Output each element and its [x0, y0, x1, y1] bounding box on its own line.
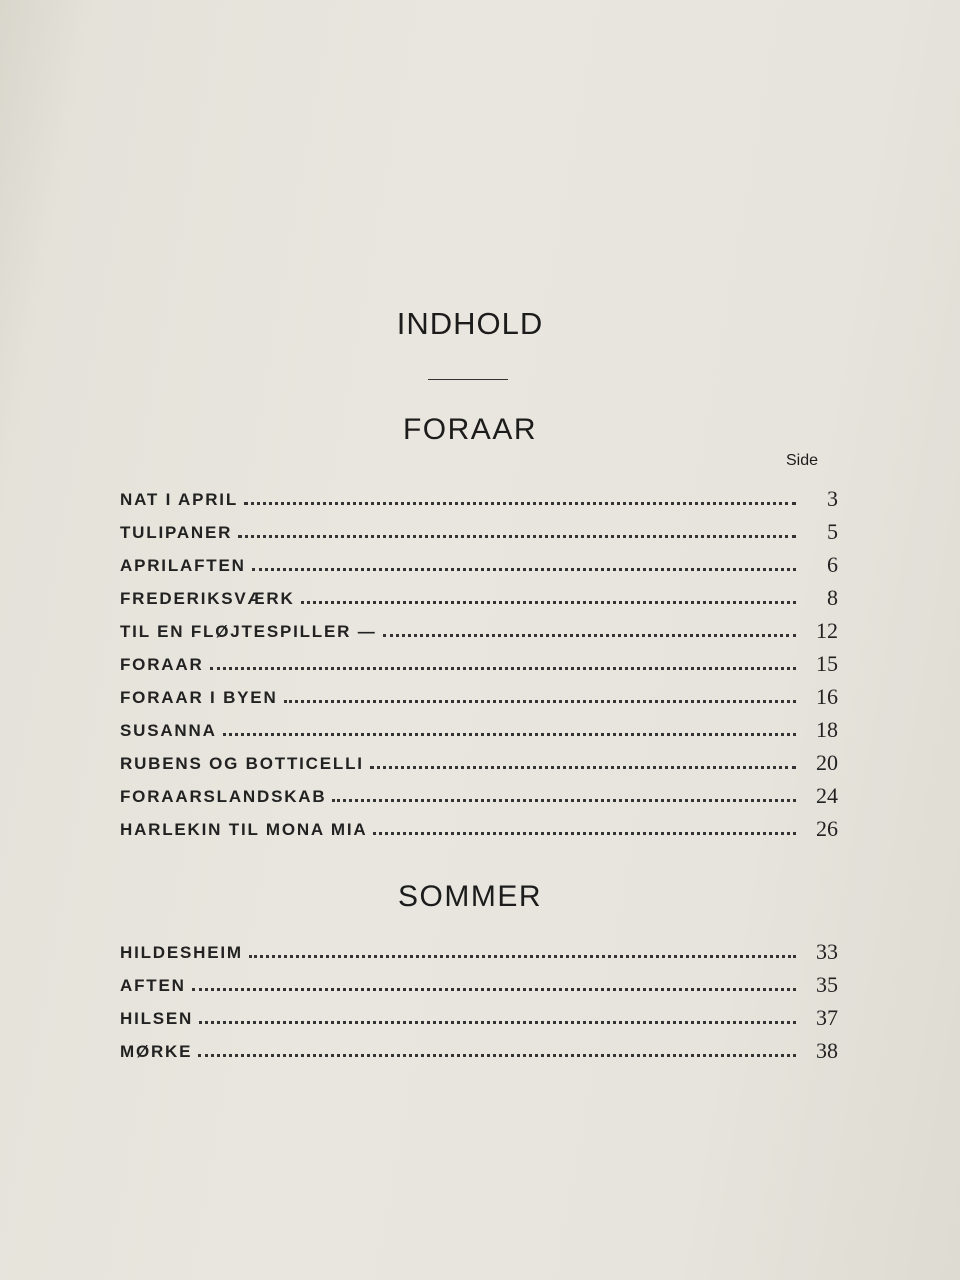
- toc-entry-title: RUBENS OG BOTTICELLI: [120, 754, 364, 773]
- toc-row: [120, 543, 838, 576]
- toc-page-number: 3: [827, 486, 838, 511]
- toc-page-number: 20: [816, 750, 838, 775]
- toc-entry-title: FORAAR I BYEN: [120, 688, 278, 707]
- toc-page-number: 35: [816, 972, 838, 997]
- toc-row: [120, 477, 838, 510]
- toc-row: [120, 807, 838, 840]
- dot-leader: [249, 955, 796, 958]
- dot-leader: [223, 733, 796, 736]
- toc-entry-title: FORAARSLANDSKAB: [120, 787, 327, 806]
- page-column-label: Side: [786, 452, 819, 469]
- toc-page-number: 16: [816, 684, 838, 709]
- section-heading-foraar: FORAAR: [402, 413, 537, 446]
- toc-row: [120, 510, 838, 543]
- toc-entry-title: HILSEN: [120, 1009, 194, 1028]
- dot-leader: [332, 799, 796, 802]
- toc-row: [120, 741, 838, 774]
- dot-leader: [198, 1054, 796, 1057]
- toc-row: [120, 963, 838, 996]
- toc-row: [120, 930, 838, 963]
- dot-leader: [199, 1021, 796, 1024]
- dot-leader: [284, 700, 796, 703]
- toc-entry-title: APRILAFTEN: [120, 556, 246, 575]
- section-heading-sommer: SOMMER: [398, 880, 542, 913]
- toc-row: [120, 774, 838, 807]
- toc-entry-title: FREDERIKSVÆRK: [120, 589, 295, 608]
- toc-page-number: 5: [827, 519, 838, 544]
- toc-row: [120, 642, 838, 675]
- dot-leader: [383, 634, 796, 637]
- toc-page-number: 26: [816, 816, 838, 841]
- toc-page-number: 24: [816, 783, 838, 808]
- toc-page-number: 33: [816, 939, 838, 964]
- toc-page-number: 38: [816, 1038, 838, 1063]
- toc-row: [120, 996, 838, 1029]
- toc-row: [120, 708, 838, 741]
- toc-entry-title: NAT I APRIL: [120, 490, 239, 509]
- toc-entry-title: HARLEKIN TIL MONA MIA: [120, 820, 368, 839]
- toc-section-foraar: [120, 477, 838, 840]
- toc-row: [120, 675, 838, 708]
- toc-entry-title: HILDESHEIM: [120, 943, 243, 962]
- page-title: INDHOLD: [396, 306, 544, 341]
- toc-page-number: 15: [816, 651, 838, 676]
- toc-row: [120, 576, 838, 609]
- dot-leader: [252, 568, 796, 571]
- dot-leader: [370, 766, 796, 769]
- toc-section-sommer: [120, 930, 838, 1062]
- toc-page-number: 6: [827, 552, 838, 577]
- toc-page-number: 37: [816, 1005, 838, 1030]
- toc-entry-title: AFTEN: [120, 976, 186, 995]
- toc-page-number: 18: [816, 717, 838, 742]
- toc-row: [120, 1029, 838, 1062]
- title-divider: [428, 379, 508, 380]
- dot-leader: [192, 988, 796, 991]
- dot-leader: [301, 601, 796, 604]
- toc-row: [120, 609, 838, 642]
- dot-leader: [238, 535, 796, 538]
- dot-leader: [210, 667, 796, 670]
- toc-entry-title: MØRKE: [120, 1042, 193, 1061]
- dot-leader: [373, 832, 796, 835]
- toc-entry-title: TULIPANER: [120, 523, 233, 542]
- toc-entry-title: TIL EN FLØJTESPILLER —: [120, 622, 377, 641]
- toc-page-number: 8: [827, 585, 838, 610]
- toc-entry-title: SUSANNA: [120, 721, 217, 740]
- toc-entry-title: FORAAR: [120, 655, 204, 674]
- toc-page-number: 12: [816, 618, 838, 643]
- dot-leader: [244, 502, 796, 505]
